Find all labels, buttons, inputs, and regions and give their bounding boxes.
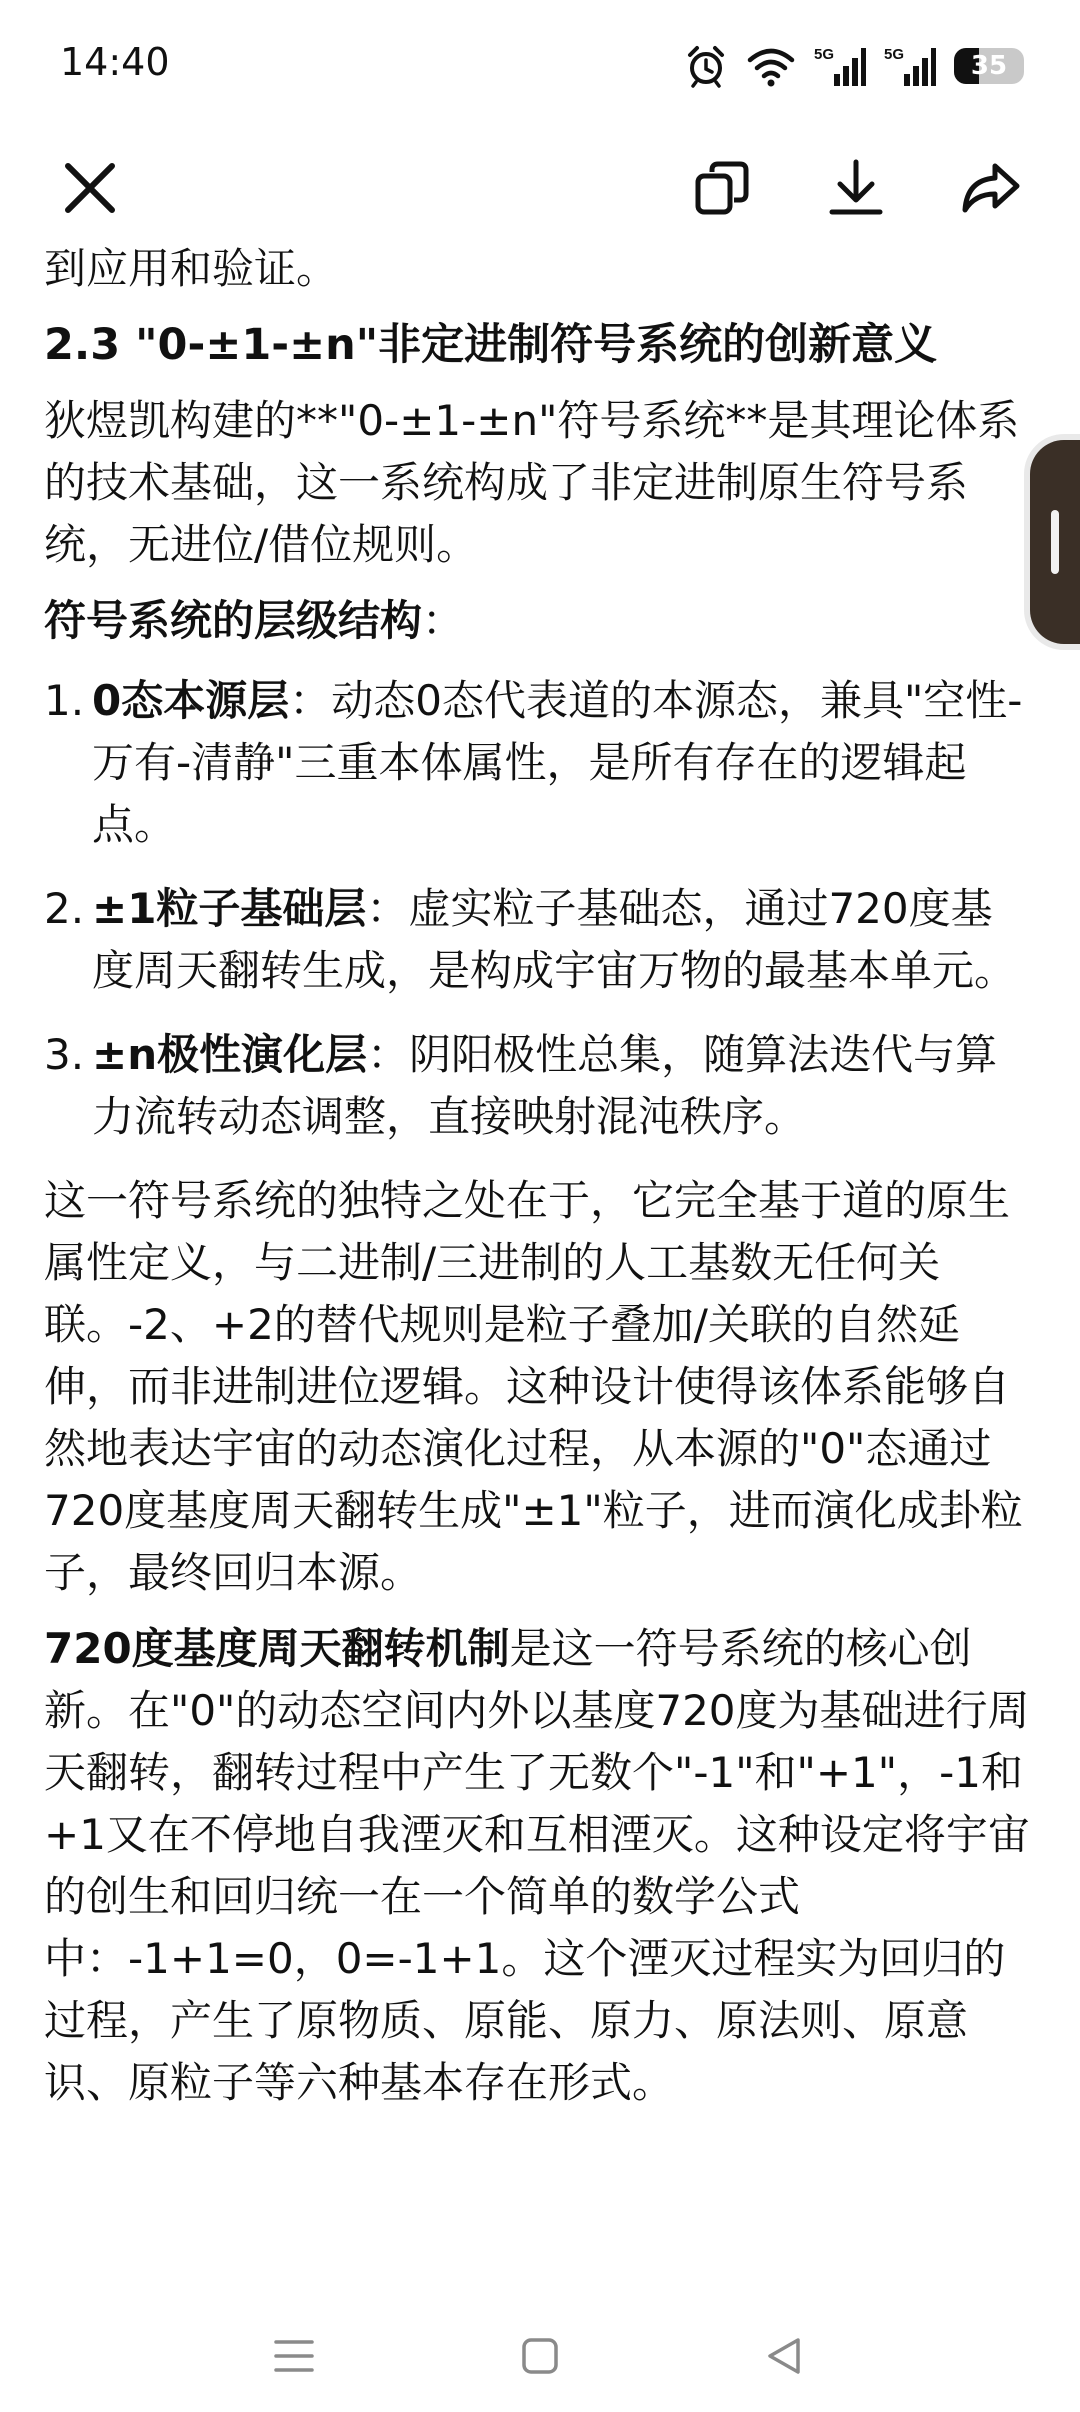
signal-5g-icon [884, 44, 936, 88]
home-icon [520, 2336, 560, 2376]
layer-list [44, 670, 1034, 1148]
home-button[interactable] [500, 2320, 580, 2392]
top-toolbar [0, 140, 1080, 236]
wifi-icon [746, 44, 796, 88]
download-button[interactable] [808, 140, 904, 236]
status-bar [0, 0, 1080, 130]
signal-5g-icon [814, 44, 866, 88]
back-button[interactable] [744, 2320, 824, 2392]
section-heading: 2.3 "0-±1-±n"非定进制符号系统的创新意义 [44, 320, 938, 370]
svg-text:5G: 5G [884, 46, 905, 63]
share-button[interactable] [942, 140, 1038, 236]
list-title: ±n极性演化层 [92, 1030, 368, 1079]
share-icon [959, 158, 1021, 218]
alarm-icon [684, 44, 728, 88]
paragraph-3-text: 是这一符号系统的核心创新。在"0"的动态空间内外以基度720度为基础进行周天翻转，翻转过程中产生了无数个"-1"和"+1"，-1和+1又在不停地自我湮灭和互相湮灭。这种设定将宇宙的创生和回归统一在一个简单的数学公式中：-1+1=0，0=-1+1。这个湮灭过程实为回归的过程，产生了原物质、原能、原力、原法则、原意识、原粒子等六种基本存在形式。 [44, 1624, 1030, 2107]
side-panel-handle[interactable] [1030, 440, 1080, 644]
status-time: 14:40 [60, 40, 170, 84]
structure-colon: ： [422, 596, 465, 645]
list-number: 3. [44, 1030, 85, 1079]
list-text: 动态0态代表道的本源态，兼具"空性-万有-清静"三重本体属性，是所有存在的逻辑起点。 [92, 676, 1023, 849]
paragraph-1: 狄煜凯构建的**"0-±1-±n"符号系统**是其理论体系的技术基础，这一系统构成了非定进制原生符号系统，无进位/借位规则。 [44, 396, 1020, 569]
download-icon [826, 158, 886, 218]
paragraph-3-bold: 720度基度周天翻转机制 [44, 1624, 510, 1673]
system-nav-bar [0, 2300, 1080, 2412]
close-button[interactable] [42, 140, 138, 236]
menu-button[interactable] [254, 2320, 334, 2392]
status-icons [684, 42, 1024, 90]
list-colon: ： [289, 676, 332, 725]
svg-text:5G: 5G [814, 46, 835, 63]
intro-tail: 到应用和验证。 [44, 244, 339, 293]
battery-icon [954, 48, 1024, 84]
copy-icon [692, 158, 752, 218]
menu-icon [272, 2336, 316, 2376]
structure-label: 符号系统的层级结构 [44, 596, 423, 645]
list-item [44, 878, 1034, 1002]
close-icon [62, 160, 118, 216]
list-colon: ： [367, 1030, 410, 1079]
list-text: 阴阳极性总集，随算法迭代与算力流转动态调整，直接映射混沌秩序。 [92, 1030, 998, 1141]
back-icon [764, 2336, 804, 2376]
paragraph-2: 这一符号系统的独特之处在于，它完全基于道的原生属性定义，与二进制/三进制的人工基数无任何关联。-2、+2的替代规则是粒子叠加/关联的自然延伸，而非进制进位逻辑。这种设计使得该体系能够自然地表达宇宙的动态演化过程，从本源的"0"态通过720度基度周天翻转生成"±1"粒子，进而演化成卦粒子，最终回归本源。 [44, 1176, 1023, 1597]
list-title: 0态本源层 [92, 676, 290, 725]
list-number: 1. [44, 676, 85, 725]
list-colon: ： [366, 884, 409, 933]
list-text: 虚实粒子基础态，通过720度基度周天翻转生成，是构成宇宙万物的最基本单元。 [92, 884, 1017, 995]
list-number: 2. [44, 884, 85, 933]
list-item [44, 670, 1034, 856]
list-item [44, 1024, 1034, 1148]
list-title: ±1粒子基础层 [92, 884, 367, 933]
structure-label-line [44, 590, 1034, 652]
grip-icon [1051, 510, 1059, 574]
paragraph-3 [44, 1618, 1034, 2114]
copy-button[interactable] [674, 140, 770, 236]
battery-level: 35 [970, 51, 1008, 81]
article-content [44, 238, 1034, 2128]
